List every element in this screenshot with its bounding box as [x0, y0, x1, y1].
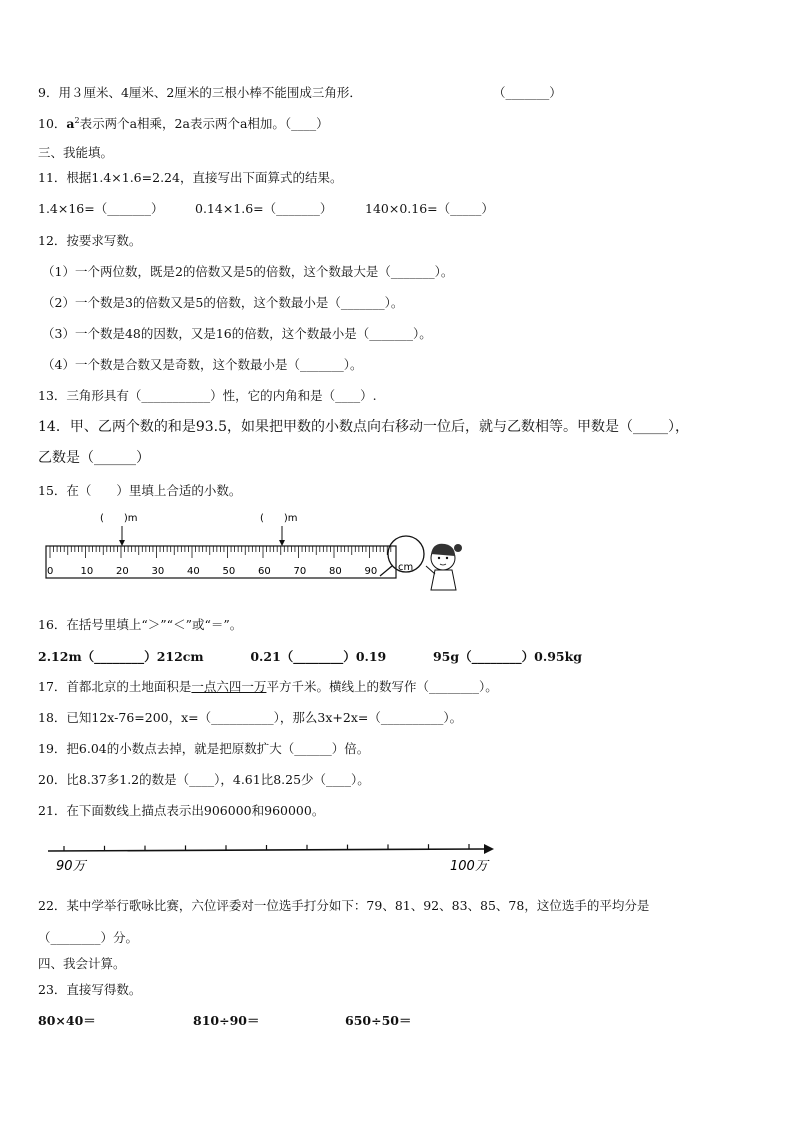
q18-blank-2[interactable]: __________ [380, 710, 444, 725]
q10-number: 10． [38, 116, 67, 131]
q16-item-1-right: 212cm [156, 649, 204, 664]
question-13[interactable]: 13．三角形具有（___________）性，它的内角和是（____）. [38, 388, 377, 403]
q18-blank-1[interactable]: __________ [211, 710, 274, 725]
ruler-body [46, 546, 396, 578]
ruler-tick-label: 10 [80, 566, 94, 577]
ruler-tick-label: 40 [187, 566, 200, 577]
question-9 [38, 83, 562, 101]
number-line-right-label: 100万 [450, 859, 488, 874]
q16-item-2-left: 0.21 [250, 649, 281, 664]
ruler-figure [40, 508, 480, 598]
q10-exponent: 2 [74, 115, 80, 125]
q11-item-1[interactable]: 1.4×16=（_______） [38, 201, 164, 216]
ruler-unit: cm [398, 562, 414, 573]
question-16: 16．在括号里填上“＞”“＜”或“＝”。 [38, 617, 243, 632]
question-12: 12．按要求写数。 [38, 233, 142, 248]
q16-item-3-right: 0.95kg [534, 649, 582, 664]
q16-item-3-blank[interactable]: （________） [459, 649, 535, 664]
question-15: 15．在（ ）里填上合适的小数。 [38, 483, 242, 498]
question-18 [38, 708, 462, 726]
question-11: 11．根据1.4×1.6=2.24，直接写出下面算式的结果。 [38, 170, 343, 185]
q12-item-1[interactable]: （1）一个两位数，既是2的倍数又是5的倍数，这个数最大是（_______）。 [42, 264, 454, 279]
q23-item-3[interactable]: 650÷50＝ [345, 1013, 412, 1028]
girl-cartoon-icon [426, 544, 462, 590]
q23-item-2[interactable]: 810÷90＝ [193, 1013, 260, 1028]
section-4-heading: 四、我会计算。 [38, 956, 126, 971]
q16-items [38, 647, 582, 665]
q17-text-post[interactable]: 平方千米。横线上的数写作（________）。 [266, 679, 498, 694]
q16-item-3-left: 95g [432, 649, 460, 664]
ruler-tick-label: 60 [258, 566, 271, 577]
q9-text: 9．用３厘米、4厘米、2厘米的三根小棒不能围成三角形． [38, 85, 362, 100]
q12-item-4[interactable]: （4）一个数是合数又是奇数，这个数最小是（_______）。 [42, 357, 363, 372]
number-line[interactable] [44, 836, 504, 878]
q18-text-post: ）。 [443, 710, 463, 725]
ruler-label-1[interactable]: ( )m [100, 513, 138, 524]
q11-item-2[interactable]: 0.14×1.6=（_______） [195, 201, 333, 216]
ruler-arrowhead-2 [279, 540, 285, 546]
ruler-arrowhead-1 [119, 540, 125, 546]
ruler-label-2[interactable]: ( )m [260, 513, 298, 524]
q10-variable: a [66, 116, 75, 131]
q17-text-pre: 17．首都北京的土地面积是 [38, 679, 192, 694]
q16-item-2-blank[interactable]: （________） [280, 649, 356, 664]
q23-item-1[interactable]: 80×40＝ [38, 1013, 96, 1028]
question-14-line-2[interactable]: 乙数是（______） [38, 450, 150, 466]
q9-answer-blank[interactable]: （_______） [493, 85, 562, 100]
q16-item-1-blank[interactable]: （________） [81, 649, 157, 664]
q11-items [38, 199, 494, 217]
q16-item-1-left: 2.12m [38, 649, 82, 664]
ruler-tick-label: 70 [293, 566, 307, 577]
question-14-line-1[interactable]: 14．甲、乙两个数的和是93.5，如果把甲数的小数点向右移动一位后，就与乙数相等。甲数是（_____）， [38, 419, 689, 435]
question-10 [38, 114, 329, 132]
q18-text-mid: ），那么3x+2x=（ [273, 710, 381, 725]
question-17 [38, 677, 498, 695]
q17-underlined: 一点六四一万 [191, 679, 267, 694]
ruler-tick-label: 0 [47, 566, 54, 577]
question-19[interactable]: 19．把6.04的小数点去掉，就是把原数扩大（______）倍。 [38, 741, 370, 756]
section-3-heading: 三、我能填。 [38, 145, 114, 160]
question-23: 23．直接写得数。 [38, 982, 142, 997]
q18-text-pre: 18．已知12x-76=200，x=（ [38, 710, 212, 725]
question-22-line-2[interactable]: （________）分。 [38, 930, 139, 945]
ruler-tick-label: 30 [151, 566, 165, 577]
number-line-left-label: 90万 [56, 859, 86, 874]
ruler-tick-label: 50 [222, 566, 236, 577]
q23-items [38, 1011, 411, 1029]
number-line-arrow [484, 844, 494, 854]
question-22-line-1: 22．某中学举行歌咏比赛，六位评委对一位选手打分如下：79、81、92、83、85、78，这位选手的平均分是 [38, 898, 650, 913]
q10-text[interactable]: 表示两个a相乘，2a表示两个a相加。（____） [79, 116, 329, 131]
ruler-tick-label: 20 [116, 566, 129, 577]
q12-item-2[interactable]: （2）一个数是3的倍数又是5的倍数，这个数最小是（_______）。 [42, 295, 404, 310]
ruler-tick-label: 90 [364, 566, 378, 577]
ruler-tick-label: 80 [329, 566, 342, 577]
q16-item-2-right: 0.19 [355, 649, 387, 664]
question-21: 21．在下面数线上描点表示出906000和960000。 [38, 803, 325, 818]
q11-item-3[interactable]: 140×0.16=（_____） [365, 201, 494, 216]
question-20[interactable]: 20．比8.37多1.2的数是（____），4.61比8.25少（____）。 [38, 772, 370, 787]
q12-item-3[interactable]: （3）一个数是48的因数，又是16的倍数，这个数最小是（_______）。 [42, 326, 432, 341]
